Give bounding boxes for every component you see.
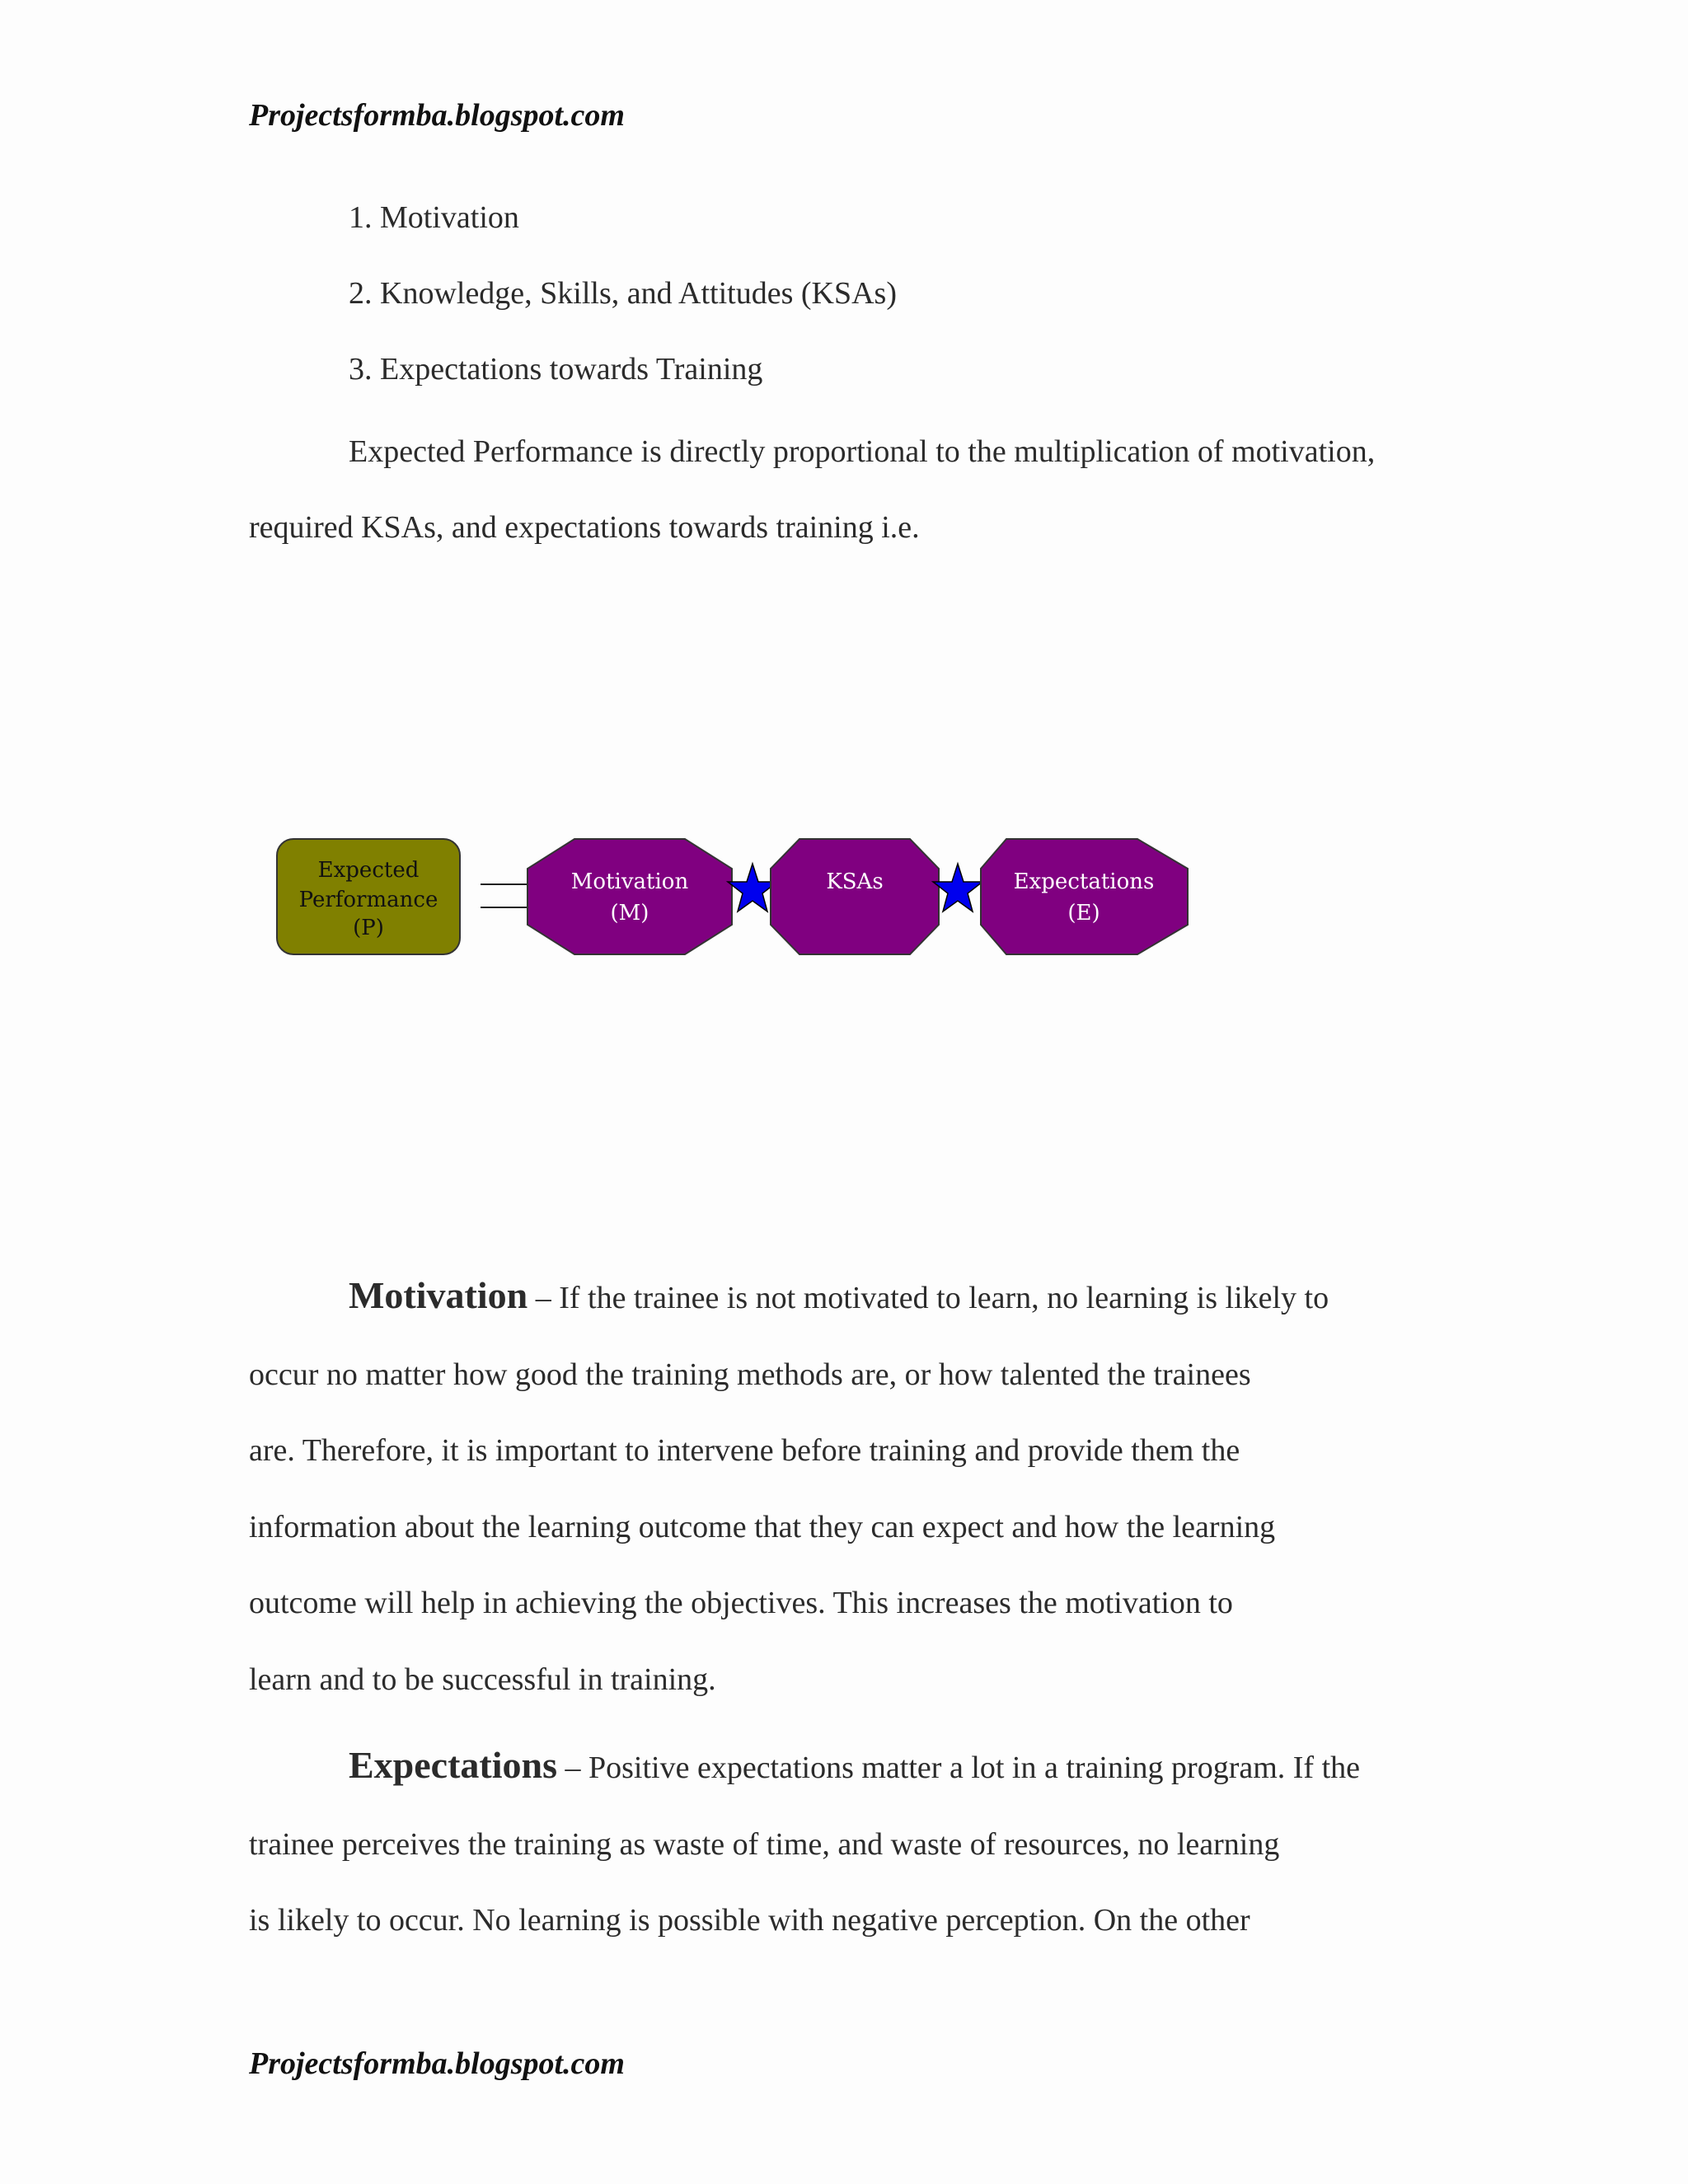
performance-label-1: Expected: [317, 858, 420, 883]
performance-label-3: (P): [353, 916, 384, 940]
expectations-label-2: (E): [1067, 901, 1100, 926]
expectations-heading: Expectations: [349, 1744, 557, 1786]
performance-label-2: Performance: [298, 888, 438, 912]
motivation-line-5: outcome will help in achieving the objectives. This increases the motivation to: [249, 1586, 1233, 1620]
list-item-motivation: 1. Motivation: [349, 200, 519, 235]
motivation-line-6: learn and to be successful in training.: [249, 1662, 716, 1697]
expectations-label-1: Expectations: [1013, 869, 1155, 894]
multiply-star-icon: [933, 864, 982, 912]
page-footer: Projectsformba.blogspot.com: [249, 2046, 625, 2081]
performance-formula-diagram: [272, 824, 1195, 972]
expectations-line-1-text: – Positive expectations matter a lot in a training program. If the: [557, 1750, 1361, 1785]
motivation-label-1: Motivation: [570, 869, 689, 894]
motivation-line-1-text: – If the trainee is not motivated to learn, no learning is likely to: [528, 1281, 1329, 1315]
list-item-ksas: 2. Knowledge, Skills, and Attitudes (KSAs): [349, 276, 897, 311]
intro-line-2: required KSAs, and expectations towards training i.e.: [249, 510, 920, 545]
expectations-line-2: trainee perceives the training as waste of time, and waste of resources, no learning: [249, 1827, 1280, 1862]
motivation-octagon: [528, 839, 732, 954]
motivation-label-2: (M): [610, 901, 649, 926]
expectations-line-1: [349, 1743, 1360, 1787]
expectations-line-3: is likely to occur. No learning is possible with negative perception. On the other: [249, 1903, 1250, 1938]
motivation-line-4: information about the learning outcome that they can expect and how the learning: [249, 1510, 1276, 1544]
motivation-heading: Motivation: [349, 1274, 528, 1316]
ksas-octagon: [771, 839, 939, 954]
intro-line-1: Expected Performance is directly proportional to the multiplication of motivation,: [349, 434, 1376, 469]
motivation-line-2: occur no matter how good the training methods are, or how talented the trainees: [249, 1357, 1251, 1392]
motivation-line-3: are. Therefore, it is important to intervene before training and provide them the: [249, 1433, 1240, 1468]
ksas-label: KSAs: [826, 869, 884, 894]
motivation-line-1: [349, 1273, 1329, 1317]
list-item-expectations: 3. Expectations towards Training: [349, 352, 763, 387]
page-header: Projectsformba.blogspot.com: [249, 98, 625, 133]
expectations-octagon: [981, 839, 1188, 954]
